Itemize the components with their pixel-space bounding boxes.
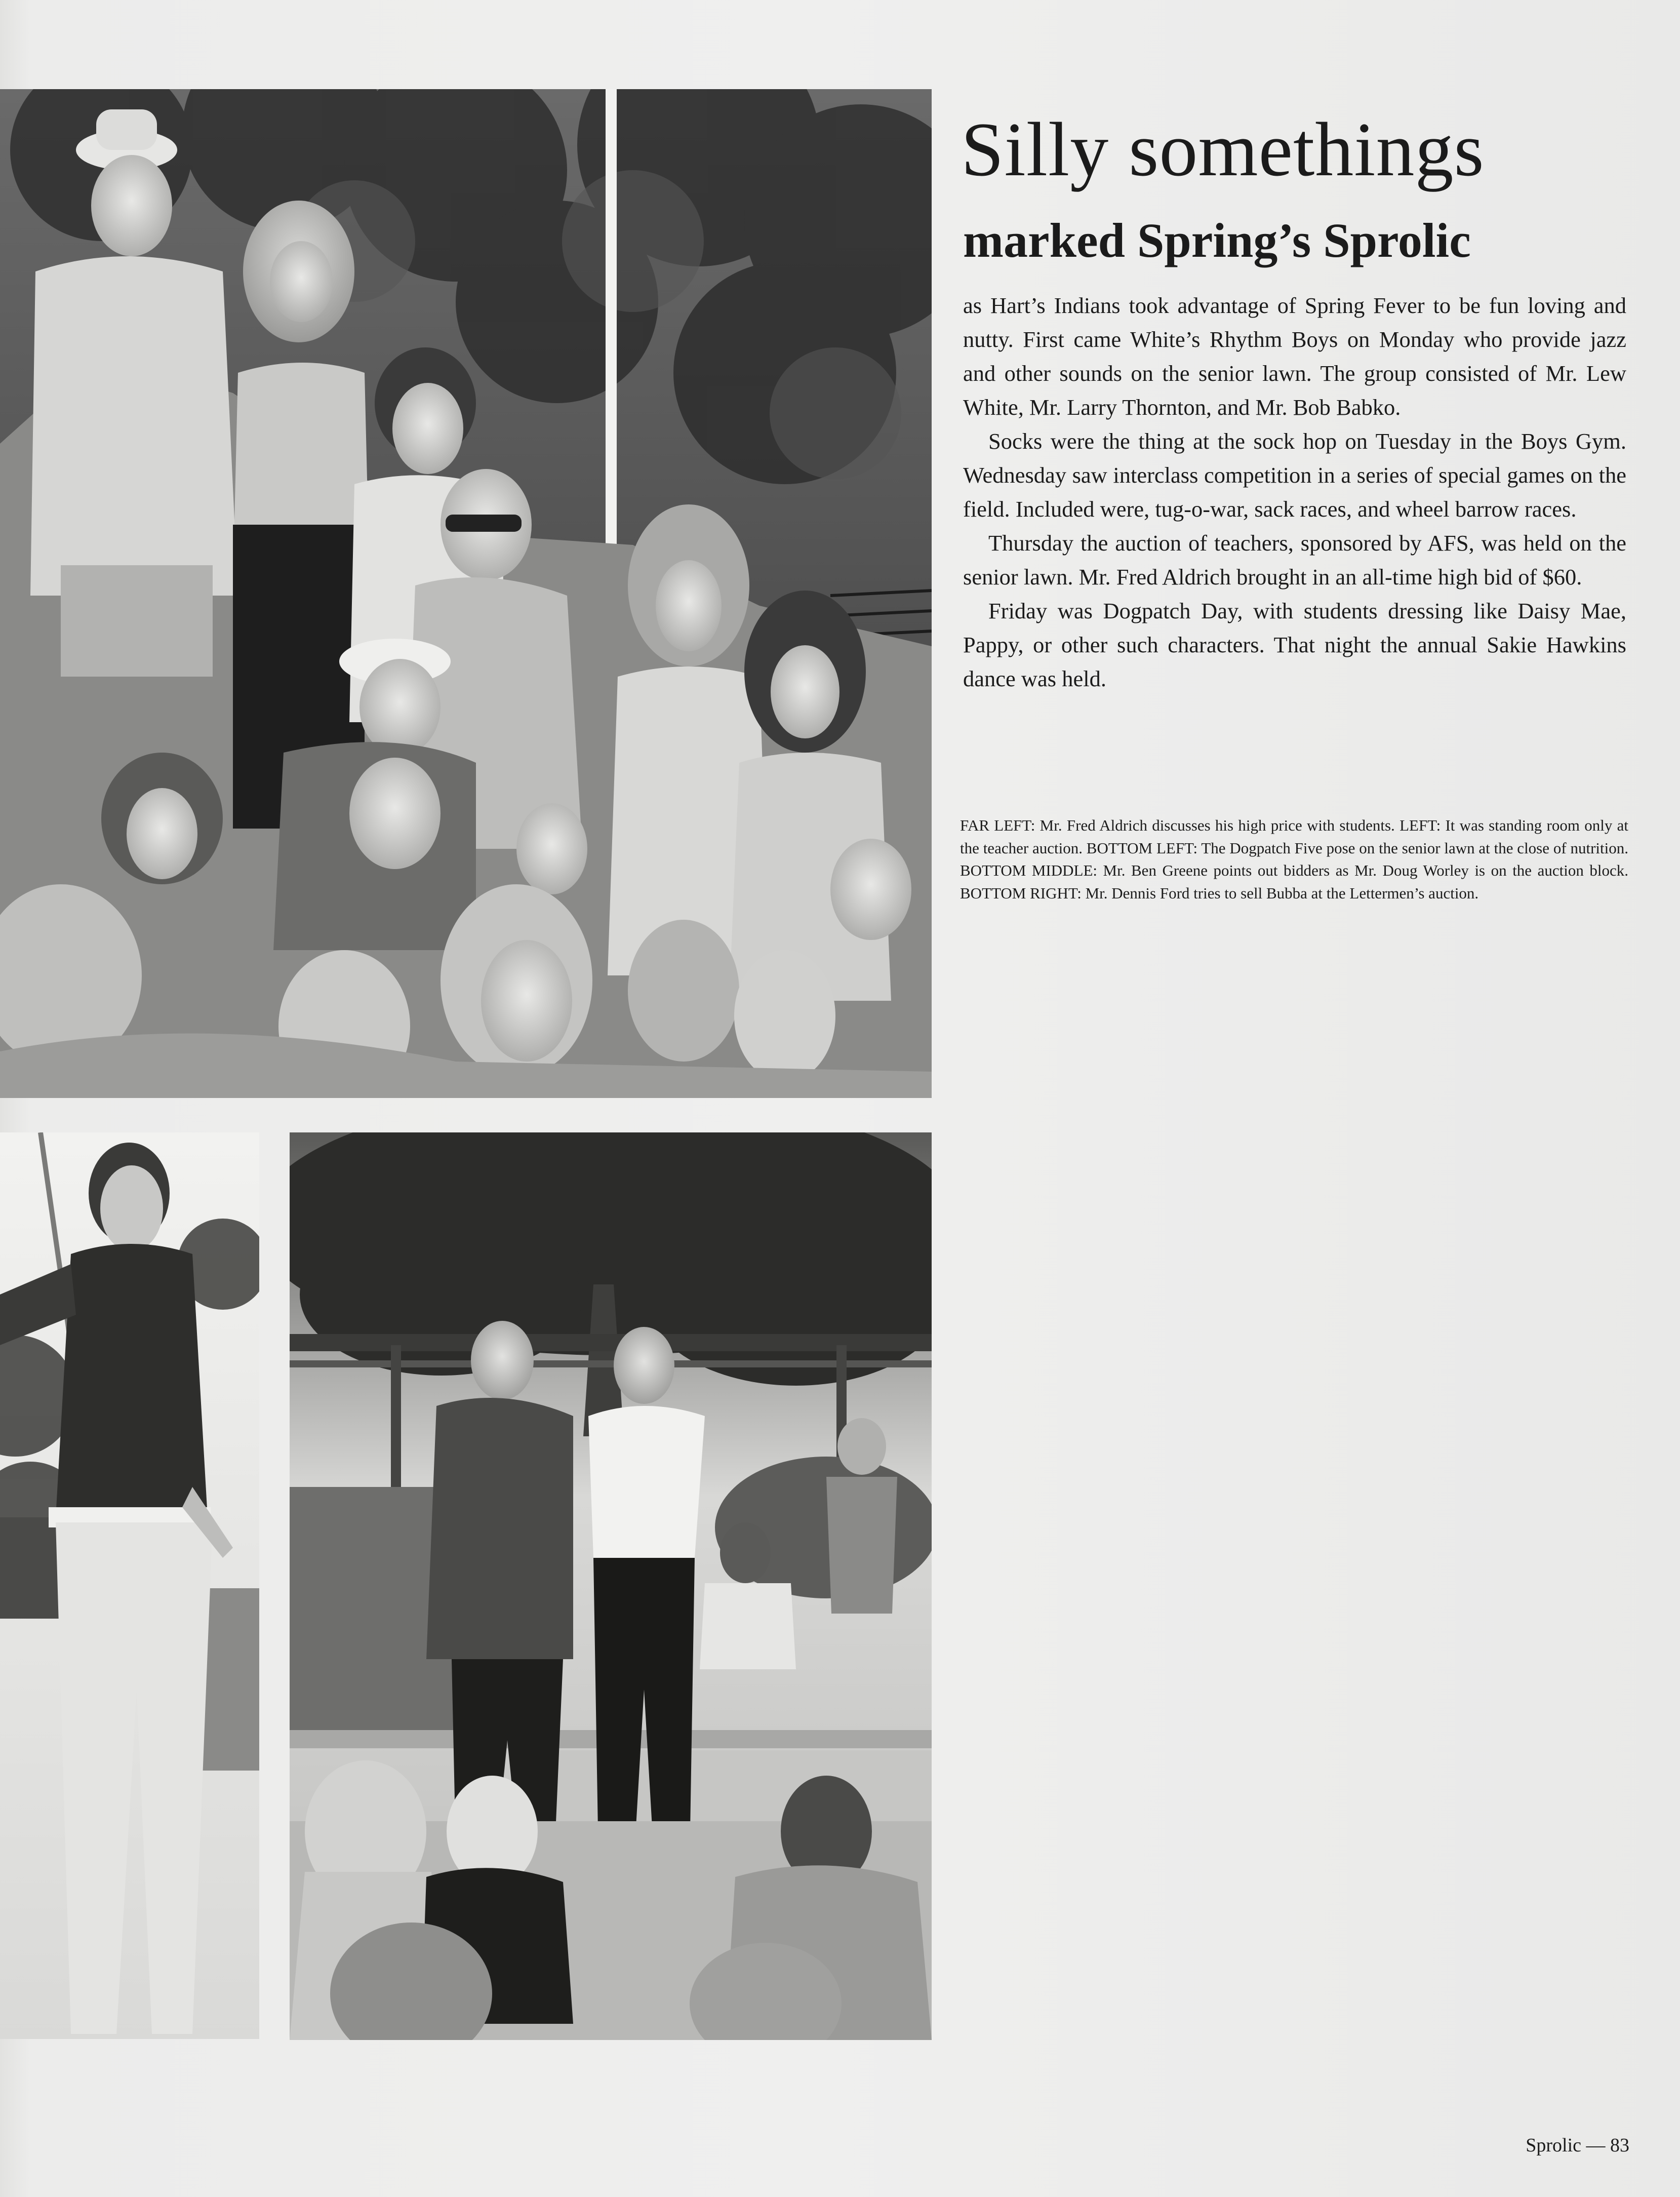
body-paragraph: Thursday the auction of teachers, sponsored by AFS, was held on the senior lawn. Mr. Fred Aldrich brought in an all-time high bid of $60. [963,530,1626,590]
auctioneer-photo [0,1132,259,2039]
photo-caption: FAR LEFT: Mr. Fred Aldrich discusses his high price with students. LEFT: It was standing room only at the teacher auction. BOTTOM LEFT: The Dogpatch Five pose on the senior lawn at the close of nutrition. BOTTOM MIDDLE: Mr. Ben Greene points out bidders as Mr. Doug Worley is on the auction block. BOTTOM RIGHT: Mr. Dennis Ford tries to sell Bubba at the Lettermen’s auction. [960,816,1628,902]
article-body [963,289,1626,696]
body-paragraph: as Hart’s Indians took advantage of Spring Fever to be fun loving and nutty. First came White’s Rhythm Boys on Monday who provide jazz and other sounds on the senior lawn. The group consisted of Mr. Lew White, Mr. Larry Thornton, and Mr. Bob Babko. [963,293,1626,420]
crowd-photo [0,89,932,1098]
headline: Silly somethings [961,107,1485,192]
body-paragraph: Socks were the thing at the sock hop on Tuesday in the Boys Gym. Wednesday saw interclass competition in a series of special games on the field. Included were, tug-o-war, sack races, and wheel barrow races. [963,428,1626,522]
auction-block-photo [290,1132,932,2040]
page-folio: Sprolic — 83 [1526,2135,1629,2156]
body-paragraph: Friday was Dogpatch Day, with students dressing like Daisy Mae, Pappy, or other such characters. That night the annual Sakie Hawkins dance was held. [963,598,1626,691]
subheadline: marked Spring’s Sprolic [963,213,1471,267]
